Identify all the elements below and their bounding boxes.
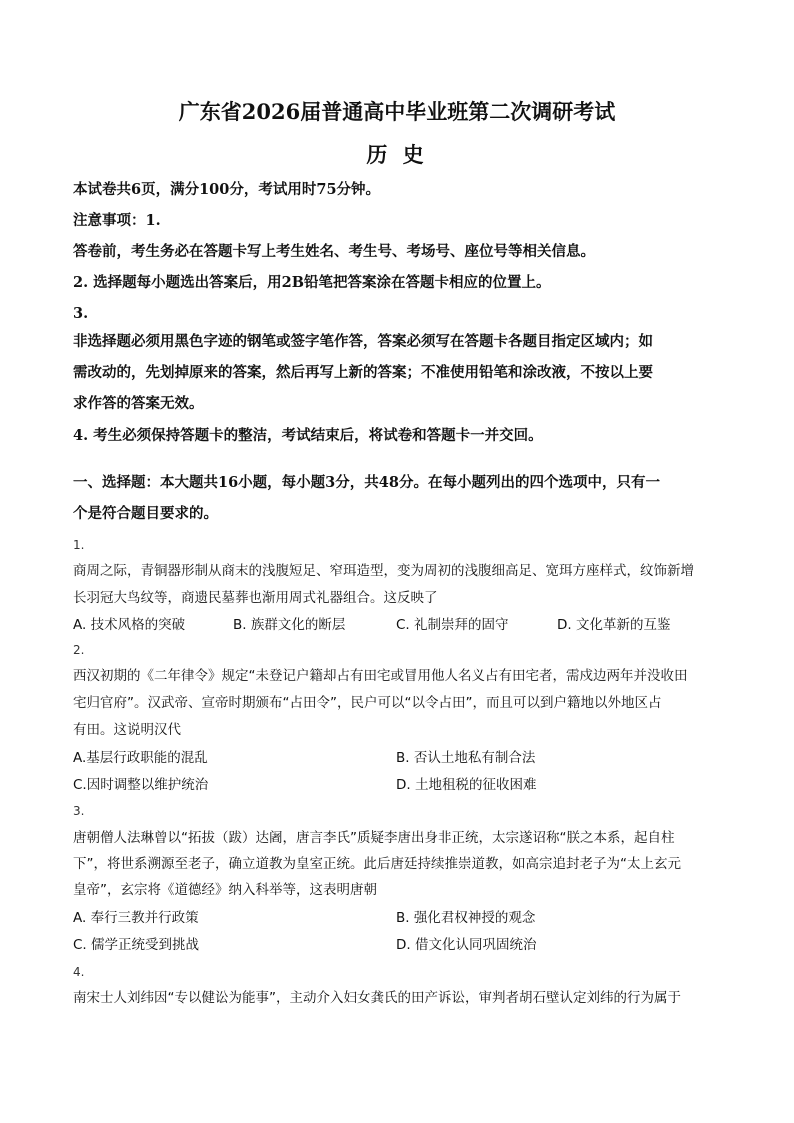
options-row <box>73 932 723 959</box>
question-number: 3. <box>73 804 85 818</box>
question-stem-line: 西汉初期的《二年律令》规定“未登记户籍却占有田宅或冒用他人名义占有田宅者，需戍边两年并没收田 <box>73 668 688 684</box>
notice-label: 注意事项：1. <box>73 212 161 229</box>
option-a[interactable]: A. 奉行三教并行政策 <box>73 910 199 926</box>
notice-item-3-line: 需改动的，先划掉原来的答案，然后再写上新的答案；不准使用铅笔和涂改液，不按以上要 <box>73 364 653 381</box>
notice-item-1: 答卷前，考生务必在答题卡写上考生姓名、考生号、考场号、座位号等相关信息。 <box>73 243 595 260</box>
question-number: 2. <box>73 643 85 657</box>
exam-intro: 本试卷共6页，满分100分，考试用时75分钟。 <box>73 181 381 198</box>
options-row <box>73 612 723 639</box>
question-number: 1. <box>73 538 85 552</box>
options-row <box>73 772 723 799</box>
option-b[interactable]: B. 否认土地私有制合法 <box>396 750 536 766</box>
question-stem-line: 下”，将世系溯源至老子，确立道教为皇室正统。此后唐廷持续推崇道教，如高宗追封老子为“太上玄元 <box>73 856 681 872</box>
question-stem-line: 商周之际，青铜器形制从商末的浅腹短足、窄珥造型，变为周初的浅腹细高足、宽珥方座样式，纹饰新增 <box>73 563 694 579</box>
question-stem-line: 皇帝”，玄宗将《道德经》纳入科举等，这表明唐朝 <box>73 882 377 898</box>
option-b[interactable]: B. 族群文化的断层 <box>233 617 346 633</box>
option-c[interactable]: C.因时调整以维护统治 <box>73 777 209 793</box>
notice-item-3-number: 3. <box>73 305 89 322</box>
option-a[interactable]: A.基层行政职能的混乱 <box>73 750 208 766</box>
section-heading: 一、选择题：本大题共16小题，每小题3分，共48分。在每小题列出的四个选项中，只有一 <box>73 474 660 491</box>
notice-item-2: 2. 选择题每小题选出答案后，用2B铅笔把答案涂在答题卡相应的位置上。 <box>73 274 551 291</box>
option-d[interactable]: D. 文化革新的互鉴 <box>557 617 671 633</box>
question-stem-line: 宅归官府”。汉武帝、宣帝时期颁布“占田令”，民户可以“以令占田”，而且可以到户籍地以外地区占 <box>73 695 662 711</box>
notice-item-4: 4. 考生必须保持答题卡的整洁，考试结束后，将试卷和答题卡一并交回。 <box>73 427 543 444</box>
option-a[interactable]: A. 技术风格的突破 <box>73 617 186 633</box>
subject-title: 历 史 <box>366 142 428 167</box>
notice-item-3-line: 求作答的答案无效。 <box>73 395 204 412</box>
question-stem-line: 长羽冠大鸟纹等，商遗民墓葬也渐用周式礼器组合。这反映了 <box>73 590 438 606</box>
option-c[interactable]: C. 礼制崇拜的固守 <box>396 617 509 633</box>
options-row <box>73 905 723 932</box>
question-number: 4. <box>73 965 85 979</box>
question-stem-line: 有田。这说明汉代 <box>73 722 181 738</box>
exam-title: 广东省2026届普通高中毕业班第二次调研考试 <box>178 99 616 124</box>
notice-item-3-line: 非选择题必须用黑色字迹的钢笔或签字笔作答，答案必须写在答题卡各题目指定区域内；如 <box>73 333 653 350</box>
options-row <box>73 745 723 772</box>
option-b[interactable]: B. 强化君权神授的观念 <box>396 910 536 926</box>
section-heading: 个是符合题目要求的。 <box>73 505 218 522</box>
option-c[interactable]: C. 儒学正统受到挑战 <box>73 937 200 953</box>
option-d[interactable]: D. 土地租税的征收困难 <box>396 777 537 793</box>
question-stem-line: 南宋士人刘纬因“专以健讼为能事”，主动介入妇女龚氏的田产诉讼，审判者胡石壁认定刘纬的行为属于 <box>73 990 681 1006</box>
question-stem-line: 唐朝僧人法琳曾以“拓拔（跋）达阇，唐言李氏”质疑李唐出身非正统，太宗遂诏称“朕之本系，起自柱 <box>73 830 675 846</box>
option-d[interactable]: D. 借文化认同巩固统治 <box>396 937 537 953</box>
